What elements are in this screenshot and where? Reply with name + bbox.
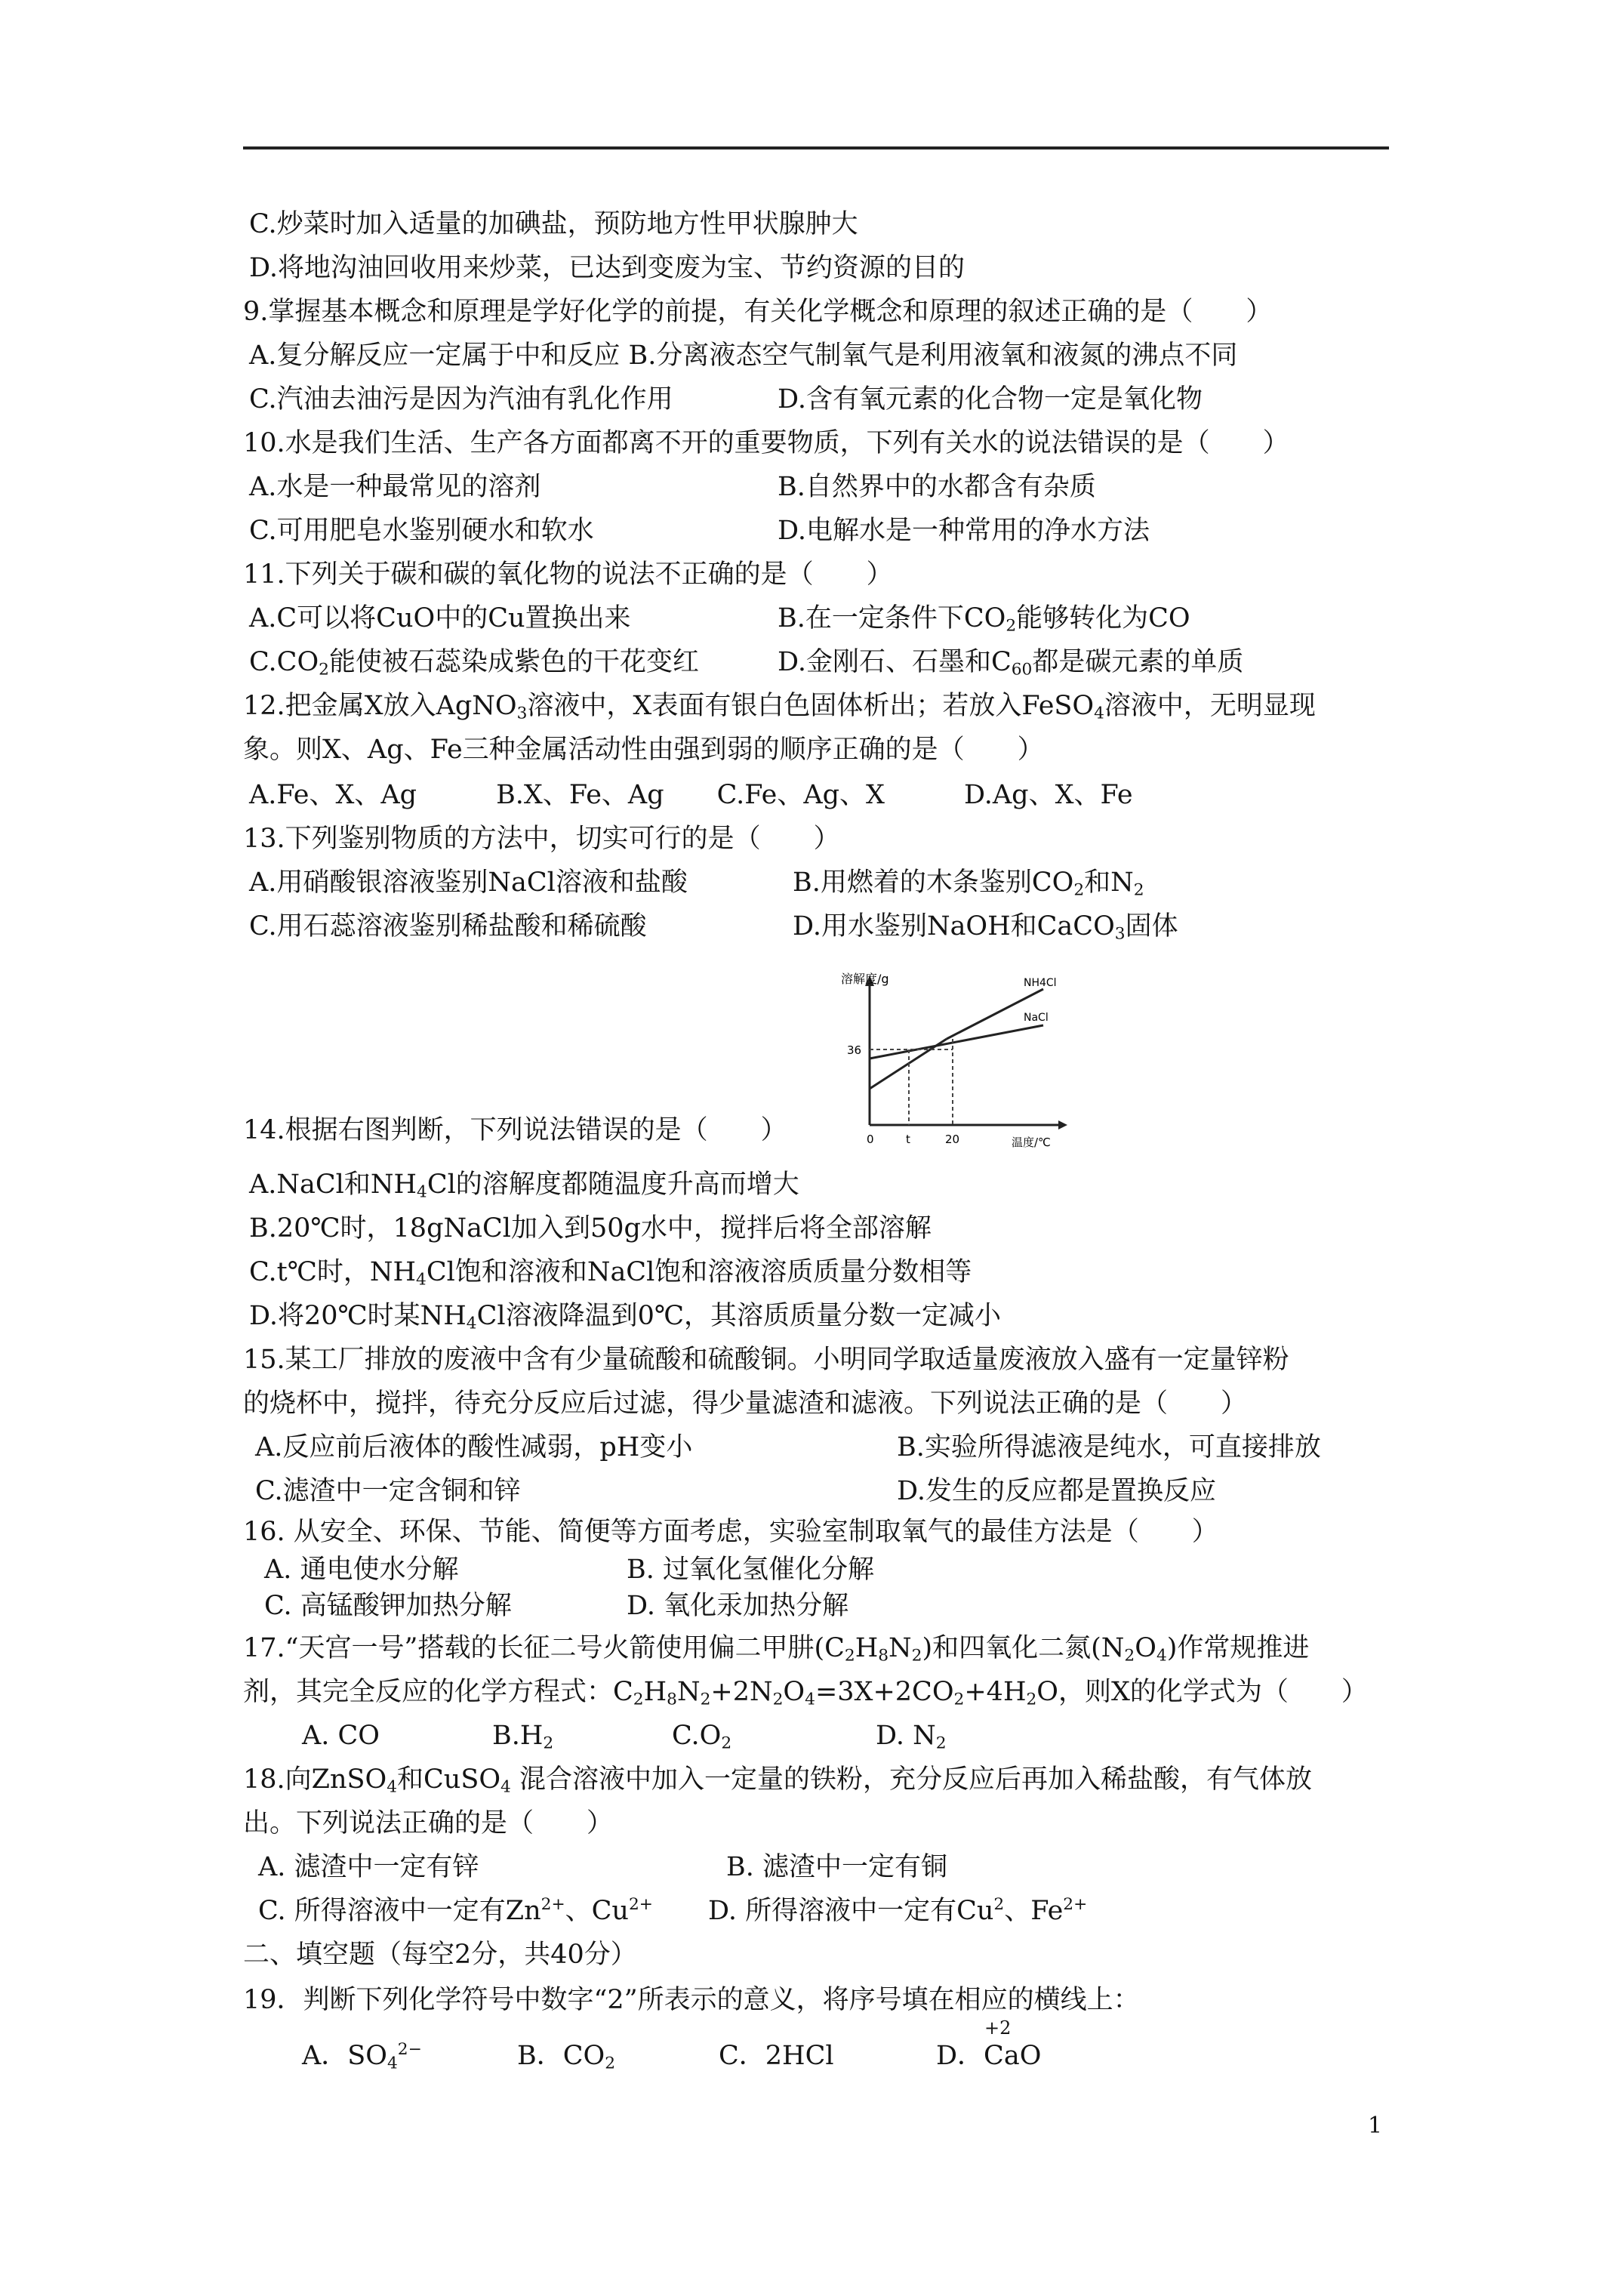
q8-option-d: D.将地沟油回收用来炒菜，已达到变废为宝、节约资源的目的 <box>249 253 965 283</box>
q15-option-d: D.发生的反应都是置换反应 <box>897 1476 1216 1506</box>
q19-charge-label: +2 <box>984 2017 1012 2039</box>
q14-option-c: C.t℃时，$NH_4Cl$饱和溶液和NaCl饱和溶液溶质质量分数相等 <box>249 1257 972 1290</box>
q11-stem: 11.下列关于碳和碳的氧化物的说法不正确的是（ ） <box>243 559 893 590</box>
q19-option-d: D．CaO <box>936 2041 1042 2071</box>
q14-option-d: D.将20℃时某$NH_4Cl$溶液降温到0℃，其溶质质量分数一定减小 <box>249 1301 1001 1333</box>
q11-option-b: B.在一定条件下$CO_2$能够转化为CO <box>778 603 1190 636</box>
q17-option-a: A. CO <box>302 1721 380 1751</box>
q18-stem-cont: 出。下列说法正确的是（ ） <box>243 1808 614 1838</box>
q11-option-d: D.金刚石、石墨和$C_{60}$都是碳元素的单质 <box>778 647 1244 680</box>
q15-stem: 15.某工厂排放的废液中含有少量硫酸和硫酸铜。小明同学取适量废液放入盛有一定量锌粉 <box>243 1345 1289 1375</box>
q14-option-b: B.20℃时，18gNaCl加入到50g水中，搅拌后将全部溶解 <box>249 1213 932 1244</box>
q15-option-c: C.滤渣中一定含铜和锌 <box>255 1476 521 1506</box>
q16-option-a: A. 通电使水分解 <box>264 1555 459 1585</box>
q10-option-c: C.可用肥皂水鉴别硬水和软水 <box>249 516 594 546</box>
nacl-label: NaCl <box>1024 1012 1049 1024</box>
q10-option-b: B.自然界中的水都含有杂质 <box>778 472 1096 502</box>
nacl-curve <box>870 1025 1043 1059</box>
q19-option-a: A．$SO_4^{2-}$ <box>302 2039 422 2073</box>
q18-stem: 18.向ZnSO$_4$和CuSO$_4$ 混合溶液中加入一定量的铁粉，充分反应后再加入稀盐酸，有气体放 <box>243 1764 1312 1797</box>
q15-stem-cont: 的烧杯中，搅拌，待充分反应后过滤，得少量滤渣和滤液。下列说法正确的是（ ） <box>243 1388 1248 1419</box>
xtick-0: 0 <box>867 1133 874 1146</box>
q18-option-b: B. 滤渣中一定有铜 <box>726 1852 947 1882</box>
q14-option-a: A.NaCl和$NH_4Cl$的溶解度都随温度升高而增大 <box>249 1170 799 1202</box>
figure-x-arrow <box>1058 1120 1067 1130</box>
q19-stem: 19．判断下列化学符号中数字“2”所表示的意义，将序号填在相应的横线上： <box>243 1985 1140 2015</box>
q19-option-b: B．$CO_2$ <box>517 2041 616 2073</box>
q12-stem-cont: 象。则X、Ag、Fe三种金属活动性由强到弱的顺序正确的是（ ） <box>243 735 1044 765</box>
q9-stem: 9.掌握基本概念和原理是学好化学的前提，有关化学概念和原理的叙述正确的是（ ） <box>243 297 1273 327</box>
q10-stem: 10.水是我们生活、生产各方面都离不开的重要物质，下列有关水的说法错误的是（ ） <box>243 428 1289 458</box>
q12-options: A.Fe、X、Ag B.X、Fe、Ag C.Fe、Ag、X D.Ag、X、Fe <box>249 780 1133 810</box>
q12-stem: 12.把金属X放入AgNO$_3$溶液中，X表面有银白色固体析出；若放入FeSO$_4$溶液中，无明显现 <box>243 691 1316 723</box>
q13-option-c: C.用石蕊溶液鉴别稀盐酸和稀硫酸 <box>249 911 647 942</box>
q8-option-c: C.炒菜时加入适量的加碘盐，预防地方性甲状腺肿大 <box>249 209 858 239</box>
q9-option-c: C.汽油去油污是因为汽油有乳化作用 <box>249 384 673 415</box>
q13-stem: 13.下列鉴别物质的方法中，切实可行的是（ ） <box>243 824 840 854</box>
q15-option-a: A.反应前后液体的酸性减弱，pH变小 <box>255 1432 693 1462</box>
xtick-t: t <box>906 1133 910 1146</box>
q16-option-c: C. 高锰酸钾加热分解 <box>264 1591 512 1621</box>
header-rule <box>243 146 1389 149</box>
q11-option-a: A.C可以将CuO中的Cu置换出来 <box>249 603 631 633</box>
q13-option-a: A.用硝酸银溶液鉴别NaCl溶液和盐酸 <box>249 868 688 898</box>
section-2-title: 二、填空题（每空2分，共40分） <box>243 1940 637 1970</box>
q16-option-d: D. 氧化汞加热分解 <box>627 1591 849 1621</box>
q9-option-d: D.含有氧元素的化合物一定是氧化物 <box>778 384 1203 415</box>
q10-option-a: A.水是一种最常见的溶剂 <box>249 472 541 502</box>
q16-stem: 16. 从安全、环保、节能、简便等方面考虑，实验室制取氧气的最佳方法是（ ） <box>243 1517 1218 1547</box>
q18-option-a: A. 滤渣中一定有锌 <box>258 1852 479 1882</box>
ytick-36: 36 <box>847 1043 862 1057</box>
q15-option-b: B.实验所得滤液是纯水，可直接排放 <box>897 1432 1321 1462</box>
figure-x-label: 温度/℃ <box>1012 1136 1051 1148</box>
q14-stem: 14.根据右图判断，下列说法错误的是（ ） <box>243 1115 787 1145</box>
page-number: 1 <box>1368 2113 1383 2139</box>
figure-y-label: 溶解度/g <box>841 972 889 986</box>
solubility-figure <box>839 966 1096 1148</box>
nh4cl-label: NH4Cl <box>1024 977 1057 989</box>
q17-option-b: $B.H_2$ <box>492 1721 554 1753</box>
xtick-20: 20 <box>945 1133 960 1146</box>
q10-option-d: D.电解水是一种常用的净水方法 <box>778 516 1150 546</box>
q17-stem: 17.“天宫一号”搭载的长征二号火箭使用偏二甲肼$(C_2H_8N_2)$和四氧化二氮$(N_2O_4)$作常规推进 <box>243 1633 1310 1666</box>
q11-option-c: $C.CO_2$能使被石蕊染成紫色的干花变红 <box>249 647 699 680</box>
q18-option-d: D. 所得溶液中一定有Cu$^2$、$Fe^{2+}$ <box>708 1894 1088 1926</box>
q13-option-b: B.用燃着的木条鉴别$CO_2$和$N_2$ <box>793 868 1144 900</box>
q17-option-d: D. $N_2$ <box>876 1721 947 1753</box>
q16-option-b: B. 过氧化氢催化分解 <box>627 1555 874 1585</box>
q18-option-c: C. 所得溶液中一定有$Zn^{2+}$、$Cu^{2+}$ <box>258 1894 653 1926</box>
q19-option-c: C．2HCl <box>719 2041 834 2071</box>
q9-options-ab: A.复分解反应一定属于中和反应 B.分离液态空气制氧气是利用液氧和液氮的沸点不同 <box>249 341 1238 371</box>
q17-option-c: $C.O_2$ <box>672 1721 732 1753</box>
q17-equation: 剂，其完全反应的化学方程式：$C_2H_8N_2+2N_2O_4=3X+2CO_2+4H_2O$，则X的化学式为（ ） <box>243 1677 1368 1709</box>
q13-option-d: D.用水鉴别NaOH和CaCO$_3$固体 <box>793 911 1178 944</box>
